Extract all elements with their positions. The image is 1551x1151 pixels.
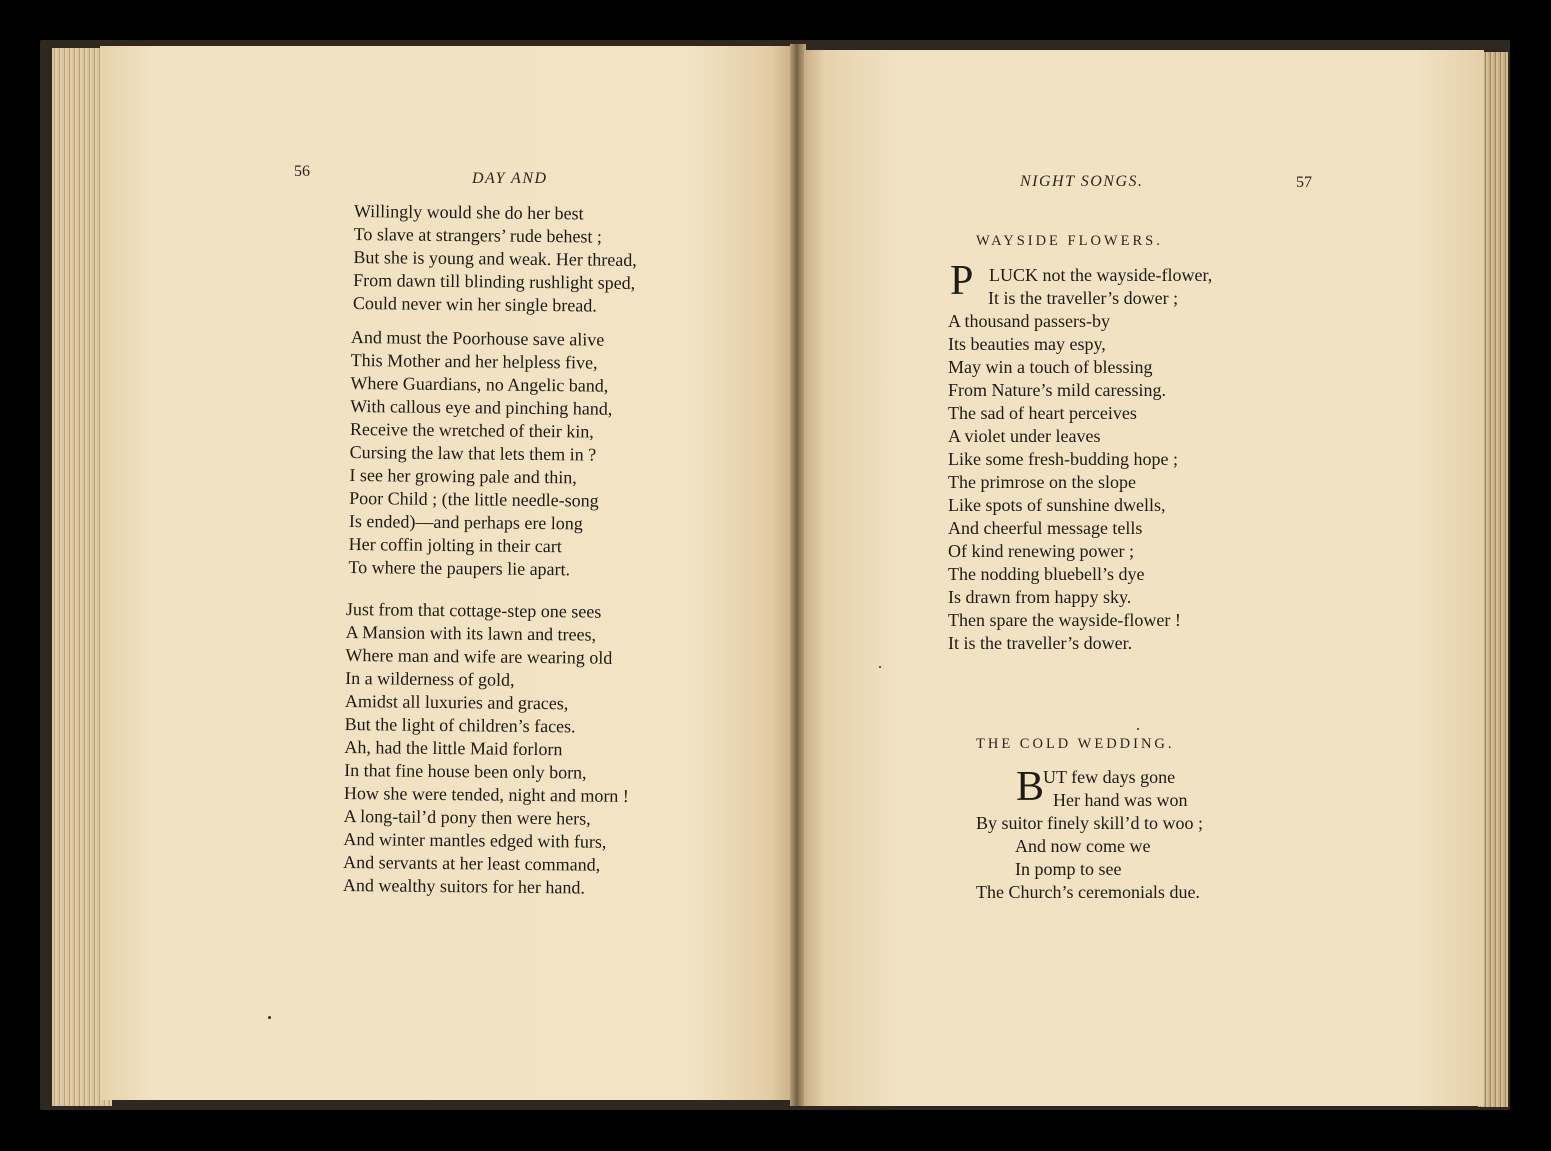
poem-line: Willingly would she do her best [353, 200, 584, 224]
poem-title-cold-wedding: THE COLD WEDDING. [976, 736, 1175, 752]
poem-line: May win a touch of blessing [948, 357, 1153, 377]
poem-line: Like some fresh-budding hope ; [948, 449, 1178, 469]
poem-line: But the light of children’s faces. [344, 713, 576, 737]
poem-line: To slave at strangers’ rude behest ; [353, 223, 603, 247]
paper-speck [879, 666, 881, 668]
poem-line: By suitor finely skill’d to woo ; [976, 813, 1203, 833]
poem-line: Her hand was won [1053, 790, 1188, 810]
poem-first-line [989, 264, 1212, 287]
poem-line: Its beauties may espy, [948, 334, 1106, 354]
cold-wedding-lines [976, 789, 1203, 904]
poem-line: Is ended)—and perhaps ere long [348, 510, 583, 534]
poem-line: And servants at her least command, [343, 851, 601, 875]
poem-line: Amidst all luxuries and graces, [344, 690, 569, 714]
poem-line: Of kind renewing power ; [948, 541, 1134, 561]
poem-line: To where the paupers lie apart. [348, 556, 571, 580]
wayside-flowers-lines [948, 287, 1181, 655]
poem-line: The Church’s ceremonials due. [976, 882, 1200, 902]
poem-line: It is the traveller’s dower ; [988, 288, 1179, 308]
poem-line: Then spare the wayside-flower ! [948, 610, 1181, 630]
poem-line: In a wilderness of gold, [345, 667, 515, 690]
drop-cap-b: B [1016, 764, 1045, 810]
paper-speck [1137, 728, 1139, 730]
poem-line: Receive the wretched of their kin, [349, 418, 594, 442]
poem-line: And wealthy suitors for her hand. [342, 874, 586, 898]
poem-line: In that fine house been only born, [344, 759, 587, 783]
left-stanza-3 [343, 598, 631, 900]
poem-line: I see her growing pale and thin, [349, 464, 577, 488]
poem-line: And winter mantles edged with furs, [343, 828, 607, 852]
right-running-head: NIGHT SONGS. [1020, 173, 1144, 190]
poem-line: But she is young and weak. Her thread, [353, 246, 637, 270]
poem-line: In pomp to see [1015, 859, 1122, 879]
poem-line: Like spots of sunshine dwells, [948, 495, 1166, 515]
poem-line: How she were tended, night and morn ! [343, 782, 629, 806]
poem-line: It is the traveller’s dower. [948, 633, 1133, 653]
left-page-number: 56 [294, 163, 310, 180]
poem-line: And cheerful message tells [948, 518, 1143, 538]
poem-line: The sad of heart perceives [948, 403, 1137, 423]
poem-line: And now come we [1015, 836, 1151, 856]
poem-line: A violet under leaves [948, 426, 1101, 446]
paper-speck [268, 1016, 271, 1019]
poem-line: A Mansion with its lawn and trees, [345, 621, 597, 645]
left-running-head: DAY AND [472, 170, 548, 187]
poem-line: Where Guardians, no Angelic band, [350, 372, 609, 396]
poem-line: This Mother and her helpless five, [350, 349, 598, 373]
poem-line: With callous eye and pinching hand, [350, 395, 613, 419]
left-stanza-1 [353, 200, 638, 318]
poem-line: Poor Child ; (the little needle-song [349, 487, 599, 511]
right-page-number: 57 [1296, 174, 1312, 191]
poem-line: From dawn till blinding rushlight sped, [353, 269, 636, 293]
left-stanza-2 [348, 326, 613, 582]
poem-line: Could never win her single bread. [352, 292, 597, 316]
poem-line: Just from that cottage-step one sees [345, 598, 602, 622]
poem-line: Where man and wife are wearing old [345, 644, 613, 668]
poem-line: And must the Poorhouse save alive [350, 326, 605, 350]
poem-line: Cursing the law that lets them in ? [349, 441, 597, 465]
poem-line: A thousand passers-by [948, 311, 1110, 331]
poem-line: Ah, had the little Maid forlorn [344, 736, 563, 760]
poem-line: A long-tail’d pony then were hers, [343, 805, 591, 829]
poem-line: The primrose on the slope [948, 472, 1136, 492]
poem-line: The nodding bluebell’s dye [948, 564, 1145, 584]
poem-title-wayside-flowers: WAYSIDE FLOWERS. [976, 233, 1163, 249]
poem-line: From Nature’s mild caressing. [948, 380, 1166, 400]
poem-line: LUCK not the wayside-flower, [989, 265, 1213, 285]
poem-first-line [1043, 766, 1175, 789]
poem-line: UT few days gone [1043, 767, 1176, 787]
poem-line: Is drawn from happy sky. [948, 587, 1132, 607]
drop-cap-p: P [950, 258, 974, 304]
poem-line: Her coffin jolting in their cart [348, 533, 562, 557]
